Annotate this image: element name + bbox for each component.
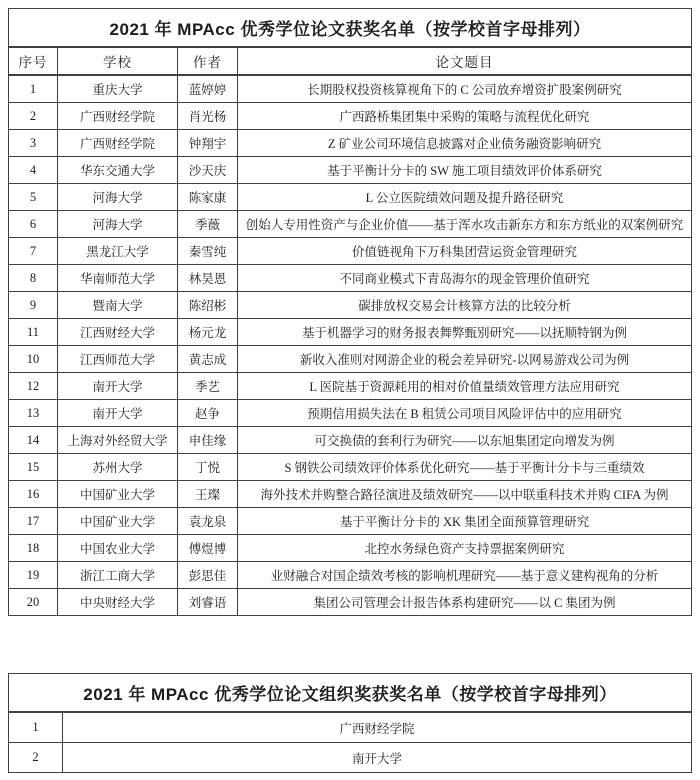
org-table-title-row xyxy=(9,674,692,713)
school-cell: 华东交通大学 xyxy=(58,157,178,184)
thesis-title-cell: L 医院基于资源耗用的相对价值量绩效管理方法应用研究 xyxy=(238,373,692,400)
table-row xyxy=(9,265,692,292)
school-cell: 中国矿业大学 xyxy=(58,508,178,535)
school-cell: 南开大学 xyxy=(58,373,178,400)
row-index-cell: 6 xyxy=(9,211,58,238)
row-index-cell: 13 xyxy=(9,400,58,427)
thesis-title-cell: 广西路桥集团集中采购的策略与流程优化研究 xyxy=(238,103,692,130)
table-row xyxy=(9,373,692,400)
school-cell: 南开大学 xyxy=(63,743,692,773)
row-index-cell: 5 xyxy=(9,184,58,211)
thesis-title-cell: 碳排放权交易会计核算方法的比较分析 xyxy=(238,292,692,319)
column-header-no: 序号 xyxy=(9,47,58,75)
author-cell: 季薇 xyxy=(178,211,238,238)
table-row xyxy=(9,562,692,589)
thesis-title-cell: 基于平衡计分卡的 XK 集团全面预算管理研究 xyxy=(238,508,692,535)
thesis-title-cell: 北控水务绿色资产支持票据案例研究 xyxy=(238,535,692,562)
school-cell: 上海对外经贸大学 xyxy=(58,427,178,454)
row-index-cell: 4 xyxy=(9,157,58,184)
school-cell: 华南师范大学 xyxy=(58,265,178,292)
school-cell: 广西财经学院 xyxy=(58,130,178,157)
thesis-title-cell: 可交换债的套利行为研究——以东旭集团定向增发为例 xyxy=(238,427,692,454)
column-header-author: 作者 xyxy=(178,47,238,75)
row-index-cell: 19 xyxy=(9,562,58,589)
school-cell: 江西师范大学 xyxy=(58,346,178,373)
author-cell: 钟翔宇 xyxy=(178,130,238,157)
row-index-cell: 2 xyxy=(9,743,63,773)
row-index-cell: 1 xyxy=(9,75,58,103)
table-row xyxy=(9,427,692,454)
row-index-cell: 15 xyxy=(9,454,58,481)
row-index-cell: 9 xyxy=(9,292,58,319)
school-cell: 中国矿业大学 xyxy=(58,481,178,508)
table-row xyxy=(9,184,692,211)
row-index-cell: 2 xyxy=(9,103,58,130)
school-cell: 浙江工商大学 xyxy=(58,562,178,589)
award-table-title: 2021 年 MPAcc 优秀学位论文获奖名单（按学校首字母排列） xyxy=(9,9,692,48)
author-cell: 肖光杨 xyxy=(178,103,238,130)
award-table-title-row xyxy=(9,9,692,48)
school-cell: 江西财经大学 xyxy=(58,319,178,346)
row-index-cell: 14 xyxy=(9,427,58,454)
thesis-title-cell: S 钢铁公司绩效评价体系优化研究——基于平衡计分卡与三重绩效 xyxy=(238,454,692,481)
thesis-title-cell: 预期信用损失法在 B 租赁公司项目风险评估中的应用研究 xyxy=(238,400,692,427)
table-row xyxy=(9,743,692,773)
row-index-cell: 8 xyxy=(9,265,58,292)
author-cell: 沙天庆 xyxy=(178,157,238,184)
award-table-header-row xyxy=(9,47,692,75)
table-row xyxy=(9,400,692,427)
author-cell: 申佳缘 xyxy=(178,427,238,454)
author-cell: 黄志成 xyxy=(178,346,238,373)
row-index-cell: 18 xyxy=(9,535,58,562)
school-cell: 中国农业大学 xyxy=(58,535,178,562)
author-cell: 王璨 xyxy=(178,481,238,508)
table-row xyxy=(9,292,692,319)
school-cell: 南开大学 xyxy=(58,400,178,427)
author-cell: 刘睿语 xyxy=(178,589,238,616)
school-cell: 河海大学 xyxy=(58,211,178,238)
thesis-title-cell: 新收入准则对网游企业的税会差异研究-以网易游戏公司为例 xyxy=(238,346,692,373)
row-index-cell: 3 xyxy=(9,130,58,157)
organization-award-table xyxy=(8,673,692,773)
column-header-thesis: 论文题目 xyxy=(238,47,692,75)
row-index-cell: 10 xyxy=(9,346,58,373)
table-row xyxy=(9,157,692,184)
row-index-cell: 12 xyxy=(9,373,58,400)
table-row xyxy=(9,454,692,481)
author-cell: 袁龙泉 xyxy=(178,508,238,535)
thesis-title-cell: 长期股权投资核算视角下的 C 公司放弃增资扩股案例研究 xyxy=(238,75,692,103)
thesis-title-cell: 创始人专用性资产与企业价值——基于浑水攻击新东方和东方纸业的双案例研究 xyxy=(238,211,692,238)
thesis-title-cell: Z 矿业公司环境信息披露对企业债务融资影响研究 xyxy=(238,130,692,157)
table-row xyxy=(9,75,692,103)
author-cell: 彭思佳 xyxy=(178,562,238,589)
school-cell: 河海大学 xyxy=(58,184,178,211)
table-row xyxy=(9,238,692,265)
thesis-title-cell: 海外技术并购整合路径演进及绩效研究——以中联重科技术并购 CIFA 为例 xyxy=(238,481,692,508)
thesis-title-cell: 基于机器学习的财务报表舞弊甄别研究——以抚顺特钢为例 xyxy=(238,319,692,346)
table-row xyxy=(9,535,692,562)
author-cell: 陈家康 xyxy=(178,184,238,211)
thesis-title-cell: 不同商业模式下青岛海尔的现金管理价值研究 xyxy=(238,265,692,292)
row-index-cell: 17 xyxy=(9,508,58,535)
table-row xyxy=(9,589,692,616)
author-cell: 杨元龙 xyxy=(178,319,238,346)
award-table-body xyxy=(9,75,692,616)
table-row xyxy=(9,346,692,373)
row-index-cell: 7 xyxy=(9,238,58,265)
thesis-title-cell: 价值链视角下万科集团营运资金管理研究 xyxy=(238,238,692,265)
author-cell: 秦雪纯 xyxy=(178,238,238,265)
thesis-title-cell: 集团公司管理会计报告体系构建研究——以 C 集团为例 xyxy=(238,589,692,616)
table-row xyxy=(9,103,692,130)
author-cell: 林昊恩 xyxy=(178,265,238,292)
row-index-cell: 16 xyxy=(9,481,58,508)
author-cell: 丁悦 xyxy=(178,454,238,481)
row-index-cell: 11 xyxy=(9,319,58,346)
school-cell: 中央财经大学 xyxy=(58,589,178,616)
row-index-cell: 1 xyxy=(9,712,63,743)
table-row xyxy=(9,211,692,238)
author-cell: 蓝婷婷 xyxy=(178,75,238,103)
thesis-title-cell: 业财融合对国企绩效考核的影响机理研究——基于意义建构视角的分析 xyxy=(238,562,692,589)
school-cell: 广西财经学院 xyxy=(63,712,692,743)
table-row xyxy=(9,712,692,743)
school-cell: 广西财经学院 xyxy=(58,103,178,130)
org-table-title: 2021 年 MPAcc 优秀学位论文组织奖获奖名单（按学校首字母排列） xyxy=(9,674,692,713)
author-cell: 陈绍彬 xyxy=(178,292,238,319)
school-cell: 苏州大学 xyxy=(58,454,178,481)
table-row xyxy=(9,481,692,508)
column-header-school: 学校 xyxy=(58,47,178,75)
thesis-title-cell: 基于平衡计分卡的 SW 施工项目绩效评价体系研究 xyxy=(238,157,692,184)
table-row xyxy=(9,130,692,157)
school-cell: 黑龙江大学 xyxy=(58,238,178,265)
school-cell: 暨南大学 xyxy=(58,292,178,319)
author-cell: 季艺 xyxy=(178,373,238,400)
author-cell: 傅煜博 xyxy=(178,535,238,562)
org-table-body xyxy=(9,712,692,773)
award-list-table xyxy=(8,8,692,616)
author-cell: 赵争 xyxy=(178,400,238,427)
table-row xyxy=(9,508,692,535)
school-cell: 重庆大学 xyxy=(58,75,178,103)
thesis-title-cell: L 公立医院绩效问题及提升路径研究 xyxy=(238,184,692,211)
table-row xyxy=(9,319,692,346)
row-index-cell: 20 xyxy=(9,589,58,616)
